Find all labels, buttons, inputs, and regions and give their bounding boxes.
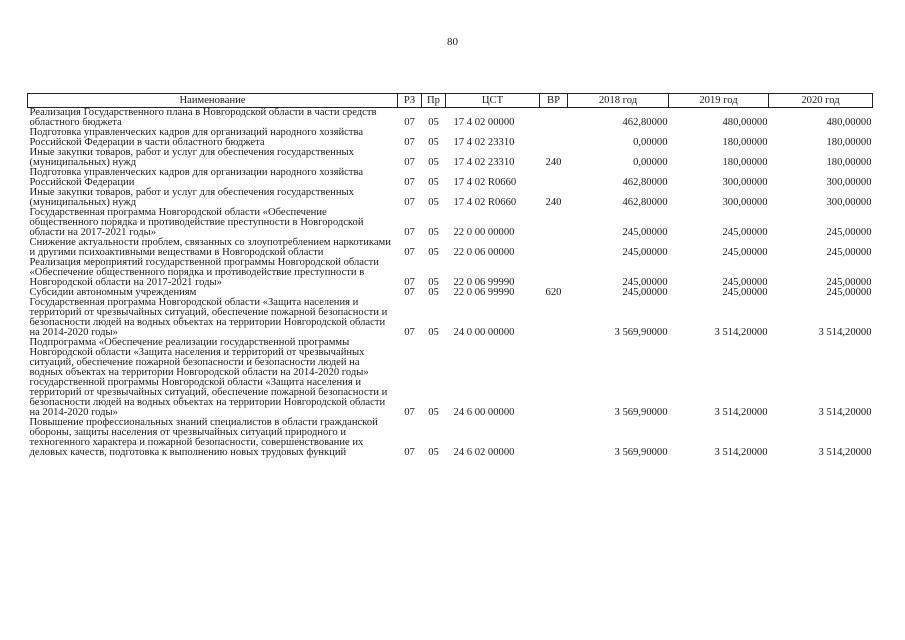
row-pr: 05 — [428, 137, 439, 148]
row-pr: 05 — [428, 117, 439, 128]
row-2019: 3 514,20000 — [714, 447, 768, 458]
header-2020: 2020 год — [769, 94, 873, 108]
row-2020: 180,00000 — [826, 137, 872, 148]
row-vr — [540, 238, 568, 258]
row-2020: 180,00000 — [826, 157, 872, 168]
row-name: Повышение профессиональных знаний специалистов в области гражданской обороны, защиты населения от чрезвычайных ситуаций природного и техногенного характера и пожарной безопасности, совершенствование их деловых качеств, подготовка к выполнению новых трудовых функций — [29, 417, 378, 458]
row-2020: 3 514,20000 — [818, 327, 872, 338]
row-rz: 07 — [404, 287, 415, 298]
row-vr: 240 — [545, 197, 562, 208]
row-rz: 07 — [404, 327, 415, 338]
row-vr — [540, 418, 568, 458]
row-2018: 3 569,90000 — [614, 407, 668, 418]
row-name: Снижение актуальности проблем, связанных со злоупотреблением наркотиками и другими психоактивными веществами в Новгородской области — [29, 237, 391, 258]
row-2018: 3 569,90000 — [614, 447, 668, 458]
row-2018: 245,00000 — [622, 227, 668, 238]
row-pr: 05 — [428, 327, 439, 338]
table-row — [28, 238, 873, 258]
row-name: Реализация Государственного плана в Новгородской области в части средств областного бюджета — [29, 107, 377, 128]
row-name: Реализация мероприятий государственной программы Новгородской области «Обеспечение общественного порядка и противодействие преступности в Новгородской области на 2017-2021 годы» — [29, 257, 379, 288]
row-rz: 07 — [404, 277, 415, 288]
table-body — [28, 108, 873, 459]
row-rz: 07 — [404, 197, 415, 208]
row-pr: 05 — [428, 247, 439, 258]
row-rz: 07 — [404, 117, 415, 128]
row-cst: 22 0 06 99990 — [453, 277, 515, 288]
table-row — [28, 298, 873, 338]
table-row — [28, 258, 873, 288]
row-vr: 240 — [545, 157, 562, 168]
row-rz: 07 — [404, 227, 415, 238]
row-2019: 180,00000 — [722, 137, 768, 148]
row-2020: 300,00000 — [826, 177, 872, 188]
row-rz: 07 — [404, 407, 415, 418]
row-2019: 300,00000 — [722, 177, 768, 188]
row-2018: 462,80000 — [622, 117, 668, 128]
row-cst: 17 4 02 23310 — [453, 137, 515, 148]
row-vr — [540, 208, 568, 238]
row-pr: 05 — [428, 287, 439, 298]
row-cst: 17 4 02 00000 — [453, 117, 515, 128]
header-vr: ВР — [540, 94, 568, 108]
row-cst: 22 0 00 00000 — [453, 227, 515, 238]
row-vr — [540, 338, 568, 418]
row-2020: 480,00000 — [826, 117, 872, 128]
row-vr: 620 — [545, 287, 562, 298]
row-2020: 245,00000 — [826, 227, 872, 238]
row-vr — [540, 298, 568, 338]
table-row — [28, 148, 873, 168]
row-name: Иные закупки товаров, работ и услуг для обеспечения государственных (муниципальных) нужд — [29, 147, 354, 168]
row-2020: 3 514,20000 — [818, 447, 872, 458]
table-row — [28, 208, 873, 238]
row-name: Подготовка управленческих кадров для организации народного хозяйства Российской Федерации — [29, 167, 364, 188]
row-2018: 3 569,90000 — [614, 327, 668, 338]
row-pr: 05 — [428, 277, 439, 288]
table-row — [28, 418, 873, 458]
table-row — [28, 188, 873, 208]
row-cst: 24 0 00 00000 — [453, 327, 515, 338]
row-cst: 17 4 02 R0660 — [453, 177, 517, 188]
row-2020: 245,00000 — [826, 277, 872, 288]
row-rz: 07 — [404, 177, 415, 188]
row-2019: 3 514,20000 — [714, 327, 768, 338]
row-cst: 17 4 02 23310 — [453, 157, 515, 168]
table-row — [28, 128, 873, 148]
header-name: Наименование — [28, 94, 398, 108]
row-name: Подпрограмма «Обеспечение реализации государственной программы Новгородской области «Защита населения и территорий от чрезвычайных ситуаций, обеспечение пожарной безопасности и безопасности людей на водных объектах на территории Новгородской области на 2014-2020 годы» государственной программы Новгородской области «Защита населения и территорий от чрезвычайных ситуаций, обеспечение пожарной безопасности и безопасности людей на водных объектах на территории Новгородской области на 2014-2020 годы» — [29, 337, 388, 418]
row-2020: 245,00000 — [826, 287, 872, 298]
row-name: Субсидии автономным учреждениям — [29, 287, 197, 298]
row-cst: 22 0 06 00000 — [453, 247, 515, 258]
budget-table — [27, 93, 873, 458]
row-2019: 480,00000 — [722, 117, 768, 128]
row-2018: 0,00000 — [633, 157, 668, 168]
row-2019: 245,00000 — [722, 227, 768, 238]
row-cst: 17 4 02 R0660 — [453, 197, 517, 208]
header-pr: Пр — [422, 94, 446, 108]
table-header-row — [28, 94, 873, 108]
row-name: Подготовка управленческих кадров для организаций народного хозяйства Российской Федерации в части областного бюджета — [29, 127, 364, 148]
row-vr — [540, 258, 568, 288]
row-2020: 3 514,20000 — [818, 407, 872, 418]
row-pr: 05 — [428, 227, 439, 238]
row-pr: 05 — [428, 157, 439, 168]
row-2020: 300,00000 — [826, 197, 872, 208]
row-name: Государственная программа Новгородской области «Защита населения и территорий от чрезвычайных ситуаций, обеспечение пожарной безопасности и безопасности людей на водных объектах на территории Новгородской области на 2014-2020 годы» — [29, 297, 388, 338]
row-rz: 07 — [404, 137, 415, 148]
row-2019: 3 514,20000 — [714, 407, 768, 418]
row-rz: 07 — [404, 157, 415, 168]
row-2018: 245,00000 — [622, 277, 668, 288]
header-2018: 2018 год — [568, 94, 669, 108]
row-cst: 22 0 06 99990 — [453, 287, 515, 298]
row-2018: 462,80000 — [622, 177, 668, 188]
row-pr: 05 — [428, 447, 439, 458]
page-number: 80 — [447, 36, 458, 48]
row-vr — [540, 108, 568, 129]
row-pr: 05 — [428, 197, 439, 208]
table-row — [28, 168, 873, 188]
row-2018: 462,80000 — [622, 197, 668, 208]
row-rz: 07 — [404, 447, 415, 458]
row-2019: 245,00000 — [722, 277, 768, 288]
table-row — [28, 108, 873, 129]
header-cst: ЦСТ — [446, 94, 540, 108]
row-2018: 245,00000 — [622, 247, 668, 258]
table-row — [28, 338, 873, 418]
row-name: Иные закупки товаров, работ и услуг для обеспечения государственных (муниципальных) нужд — [29, 187, 354, 208]
header-2019: 2019 год — [669, 94, 769, 108]
row-cst: 24 6 00 00000 — [453, 407, 515, 418]
row-cst: 24 6 02 00000 — [453, 447, 515, 458]
row-2020: 245,00000 — [826, 247, 872, 258]
row-rz: 07 — [404, 247, 415, 258]
row-2018: 0,00000 — [633, 137, 668, 148]
row-pr: 05 — [428, 407, 439, 418]
row-2019: 245,00000 — [722, 247, 768, 258]
header-rz: РЗ — [398, 94, 422, 108]
row-2019: 245,00000 — [722, 287, 768, 298]
row-2019: 180,00000 — [722, 157, 768, 168]
row-pr: 05 — [428, 177, 439, 188]
row-vr — [540, 128, 568, 148]
row-name: Государственная программа Новгородской области «Обеспечение общественного порядка и противодействие преступности в Новгородской области на 2017-2021 годы» — [29, 207, 364, 238]
row-2018: 245,00000 — [622, 287, 668, 298]
row-vr — [540, 168, 568, 188]
row-2019: 300,00000 — [722, 197, 768, 208]
